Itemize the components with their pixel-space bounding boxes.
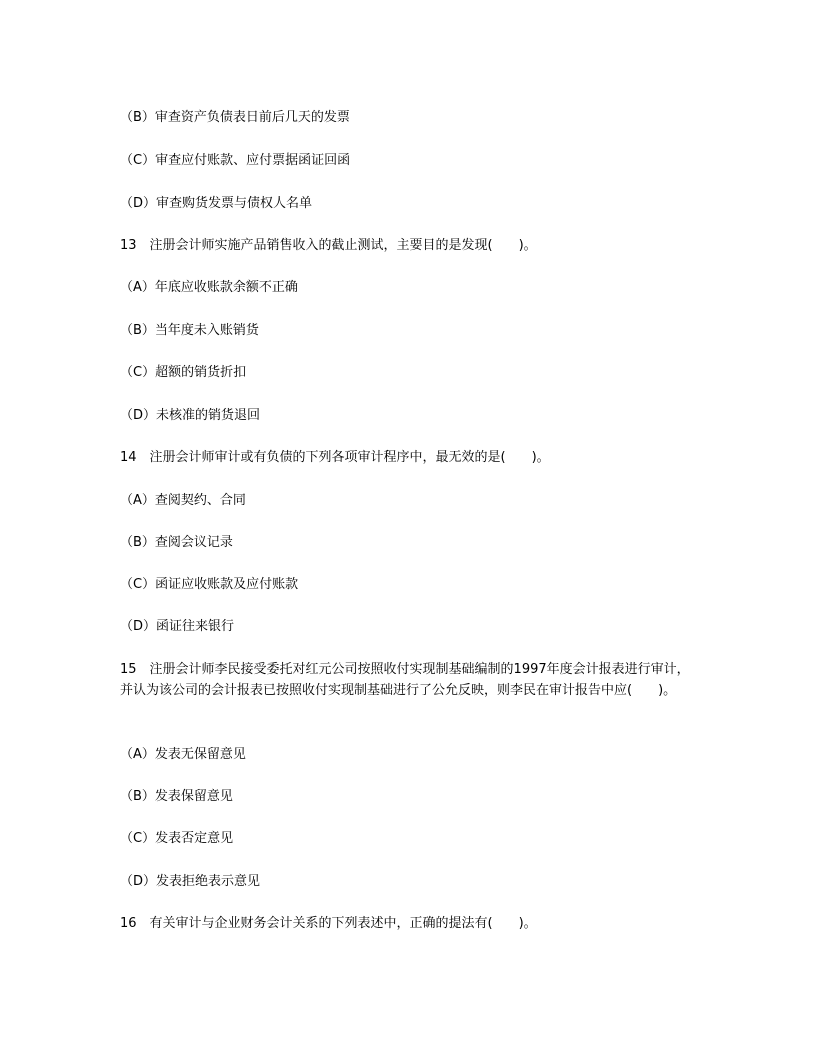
option-c-q13: （C）超额的销货折扣 (120, 365, 247, 380)
option-b-q15: （B）发表保留意见 (120, 789, 233, 804)
option-d-q14: （D）函证往来银行 (120, 619, 235, 634)
option-c-q15: （C）发表否定意见 (120, 831, 234, 846)
option-a-q14: （A）查阅契约、合同 (120, 493, 246, 508)
question-13: 13 注册会计师实施产品销售收入的截止测试，主要目的是发现( )。 (120, 238, 537, 253)
option-c-q14: （C）函证应收账款及应付账款 (120, 577, 299, 592)
option-b-q14: （B）查阅会议记录 (120, 535, 233, 550)
option-d-q12: （D）审查购货发票与债权人名单 (120, 196, 313, 211)
option-d-q15: （D）发表拒绝表示意见 (120, 874, 261, 889)
option-d-q13: （D）未核准的销货退回 (120, 408, 261, 423)
question-14: 14 注册会计师审计或有负债的下列各项审计程序中，最无效的是( )。 (120, 450, 550, 465)
option-b-q13: （B）当年度未入账销货 (120, 323, 259, 338)
option-b-q12: （B）审查资产负债表日前后几天的发票 (120, 110, 350, 125)
option-a-q13: （A）年底应收账款余额不正确 (120, 280, 298, 295)
option-c-q12: （C）审查应付账款、应付票据函证回函 (120, 153, 351, 168)
question-15: 15 注册会计师李民接受委托对红元公司按照收付实现制基础编制的1997年度会计报表进行审计，并认为该公司的会计报表已按照收付实现制基础进行了公允反映，则李民在审计报告中应( )。 (120, 662, 690, 698)
question-16: 16 有关审计与企业财务会计关系的下列表述中，正确的提法有( )。 (120, 916, 537, 931)
option-a-q15: （A）发表无保留意见 (120, 747, 246, 762)
